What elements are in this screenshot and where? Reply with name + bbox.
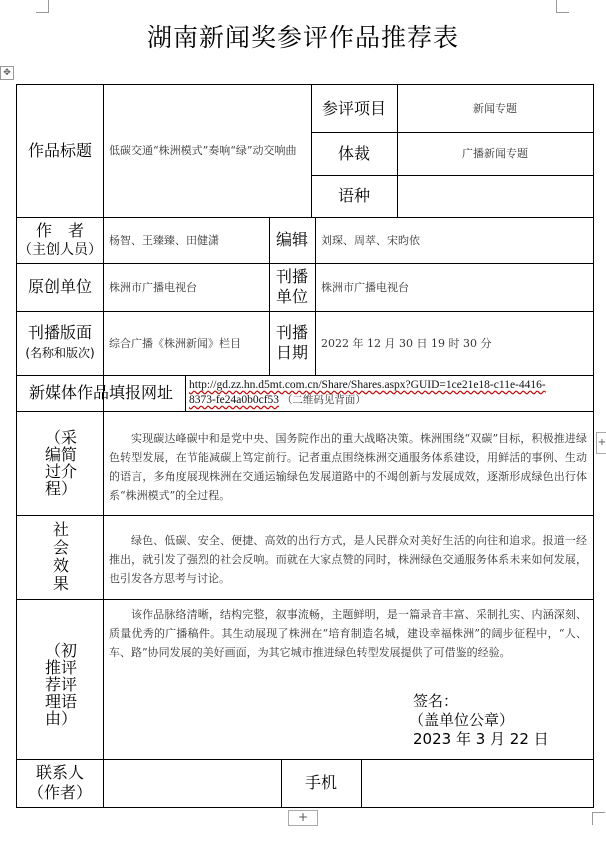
social-effect-label: 社会效果 (53, 520, 70, 593)
publisher-unit-value[interactable]: 株洲市广播电视台 (321, 280, 409, 294)
contact-label-line1: 联系人 (35, 763, 84, 782)
broadcast-section-label-line1: 刊播版面 (27, 323, 92, 342)
genre-value[interactable]: 广播新闻专题 (462, 147, 528, 160)
seal-label: （盖单位公章） (409, 711, 515, 729)
broadcast-date-label-line2: 日期 (275, 343, 308, 362)
broadcast-section-value[interactable]: 综合广播《株洲新闻》栏目 (109, 336, 241, 350)
publisher-unit-label-line1: 刊播 (275, 267, 308, 286)
publisher-unit-label (269, 263, 315, 311)
table-move-handle-icon[interactable]: ✥ (0, 66, 14, 80)
work-title-value[interactable]: 低碳交通“株洲模式”奏响“绿”动交响曲 (109, 143, 297, 157)
table-rule (103, 411, 104, 807)
origin-unit-label: 原创单位 (27, 277, 92, 296)
table-rule (103, 85, 104, 411)
review-text[interactable]: 该作品脉络清晰，结构完整，叙事流畅，主题鲜明，是一篇录音丰富、采制扎实、内涵深刻、质量优秀的广播稿件。其生动展现了株洲在“培育制造名城，建设幸福株洲”的阔步征程中，“人、车、路”协同发展的美好画面，为其它城市推进绿色转型发展提供了可借鉴的经验。 (109, 608, 587, 659)
broadcast-date-label-line1: 刊播 (275, 323, 308, 342)
table-rule (185, 375, 186, 411)
contact-label-line2: （作者） (27, 783, 92, 802)
recommendation-table (16, 84, 594, 808)
add-row-button[interactable]: + (288, 810, 318, 826)
entry-category-label: 参评项目 (321, 98, 386, 118)
contact-label (17, 759, 103, 807)
add-column-button[interactable]: + (596, 432, 606, 454)
editor-label: 编辑 (275, 230, 308, 249)
new-media-url-label: 新媒体作品填报网址 (28, 383, 173, 402)
table-rule (315, 217, 316, 375)
social-effect-text[interactable]: 绿色、低碳、安全、便捷、高效的出行方式，是人民群众对美好生活的向往和追求。报道一经推出，就引发了强烈的社会反响。而就在大家点赞的同时，株洲绿色交通服务体系未来如何发展，也引发各方思考与讨论。 (109, 534, 587, 585)
sign-date: 2023 年 3 月 22 日 (413, 730, 549, 748)
intro-text[interactable]: 实现碳达峰碳中和是党中央、国务院作出的重大战略决策。株洲围绕“双碳”目标，积极推进绿色转型发展，在节能减碳上笃定前行。记者重点围绕株洲交通服务体系建设，用鲜活的事例、生动的语言，多角度展现株洲在交通运输绿色发展道路中的不竭创新与发展成效，逐渐形成绿色出行体系“株洲模式”的全过程。 (109, 432, 587, 502)
broadcast-date-label (269, 311, 315, 375)
genre-label: 体裁 (337, 143, 370, 163)
new-media-url-value[interactable] (189, 378, 591, 408)
page-title: 湖南新闻奖参评作品推荐表 (146, 23, 459, 52)
contact-value[interactable] (109, 759, 279, 807)
broadcast-date-value[interactable]: 2022 年 12 月 30 日 19 时 30 分 (321, 336, 492, 350)
new-media-url-line1[interactable]: http://gd.zz.hn.d5mt.com.cn/Share/Shares.aspx?GUID=1ce21e18-c11e-4416- (189, 379, 546, 391)
review-label: （初推评荐评理语由） (45, 640, 78, 728)
origin-unit-value[interactable]: 株洲市广播电视台 (109, 280, 197, 294)
phone-label: 手机 (304, 773, 337, 792)
language-value[interactable] (397, 175, 593, 217)
author-label (17, 217, 103, 263)
phone-value[interactable] (367, 759, 591, 807)
table-rule (361, 759, 362, 807)
new-media-url-note: （二维码见背面） (281, 394, 366, 406)
page-corner-mark (36, 0, 49, 13)
broadcast-section-label-line2: (名称和版次) (25, 346, 95, 360)
work-title-label: 作品标题 (27, 141, 92, 160)
signature-label: 签名： (413, 692, 459, 710)
editor-value[interactable]: 刘琛、周萃、宋昀依 (321, 233, 420, 247)
new-media-url-line2[interactable]: 8373-fe24a0b0cf53 (189, 394, 280, 406)
intro-label: （采编简过介程） (45, 428, 78, 498)
broadcast-section-label (17, 311, 103, 375)
language-label: 语种 (337, 186, 370, 205)
author-label-line1: 作 者 (35, 221, 84, 240)
page-corner-mark (592, 812, 605, 825)
author-label-line2: （主创人员） (18, 242, 102, 258)
page-corner-mark (556, 0, 569, 13)
publisher-unit-label-line2: 单位 (275, 287, 308, 306)
entry-category-value[interactable]: 新闻专题 (473, 102, 517, 115)
author-value[interactable]: 杨智、王臻臻、田健潇 (109, 233, 219, 247)
